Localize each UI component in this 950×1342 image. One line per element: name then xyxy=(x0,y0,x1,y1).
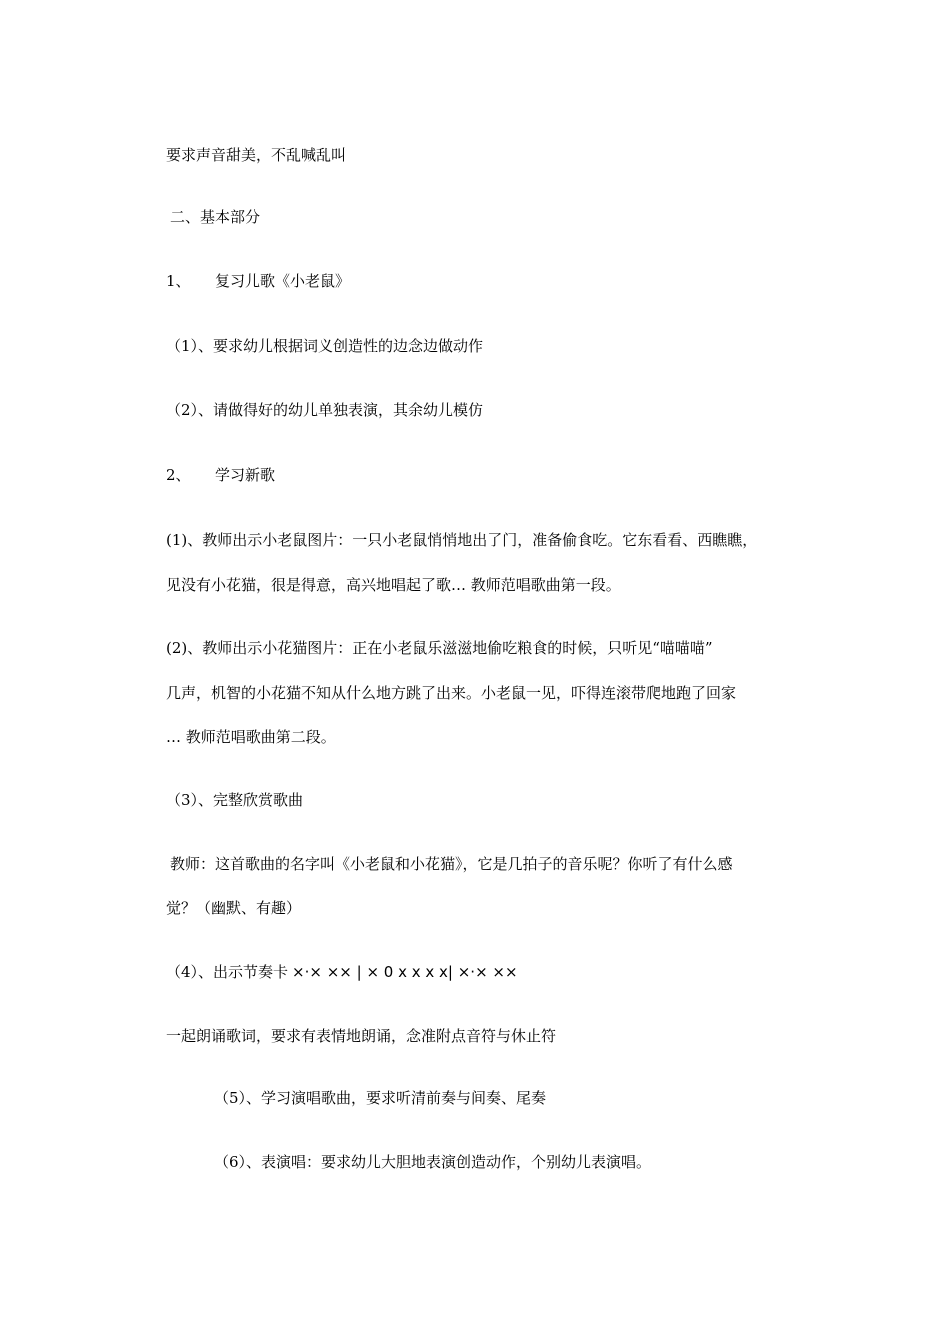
text-line: （6）、表演唱：要求幼儿大胆地表演创造动作，个别幼儿表演唱。 xyxy=(214,1153,652,1171)
item-text: 学习新歌 xyxy=(215,466,276,484)
text-line: 几声，机智的小花猫不知从什么地方跳了出来。小老鼠一见，吓得连滚带爬地跑了回家 xyxy=(166,684,737,702)
text-line: 见没有小花猫，很是得意，高兴地唱起了歌… 教师范唱歌曲第一段。 xyxy=(166,576,621,594)
text-line: … 教师范唱歌曲第二段。 xyxy=(166,728,336,746)
numbered-item xyxy=(166,465,275,485)
text-line: （3）、完整欣赏歌曲 xyxy=(166,791,304,809)
text-line: 要求声音甜美，不乱喊乱叫 xyxy=(166,146,347,164)
text-line: (1)、教师出示小老鼠图片：一只小老鼠悄悄地出了门，准备偷食吃。它东看看、西瞧瞧， xyxy=(166,531,758,549)
rhythm-line xyxy=(166,962,518,982)
text-line: 觉？（幽默、有趣） xyxy=(166,899,302,917)
item-text: 复习儿歌《小老鼠》 xyxy=(215,272,351,290)
numbered-item xyxy=(166,271,350,291)
section-heading: 二、基本部分 xyxy=(170,208,261,226)
rhythm-notation: ×·× ×× | × 0 x x x x| ×·× ×× xyxy=(292,963,518,981)
item-number: 2、 xyxy=(166,466,191,484)
text-line: （1）、要求幼儿根据词义创造性的边念边做动作 xyxy=(166,337,484,355)
text-line: 一起朗诵歌词，要求有表情地朗诵，念准附点音符与休止符 xyxy=(166,1027,557,1045)
text-line: 教师：这首歌曲的名字叫《小老鼠和小花猫》，它是几拍子的音乐呢？你听了有什么感 xyxy=(170,855,733,873)
text-line: （5）、学习演唱歌曲，要求听清前奏与间奏、尾奏 xyxy=(214,1089,547,1107)
text-line: (2)、教师出示小花猫图片：正在小老鼠乐滋滋地偷吃粮食的时候，只听见“喵喵喵” xyxy=(166,639,713,657)
item-number: 1、 xyxy=(166,272,191,290)
rhythm-label: （4）、出示节奏卡 xyxy=(166,963,289,981)
text-line: （2）、请做得好的幼儿单独表演，其余幼儿模仿 xyxy=(166,401,484,419)
